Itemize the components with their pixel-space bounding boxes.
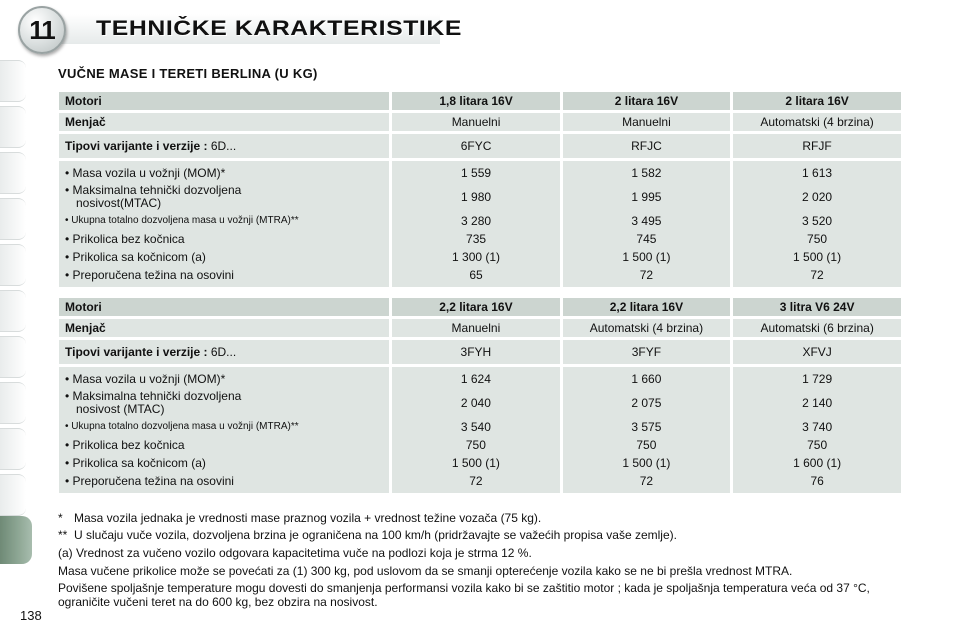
variant-cell: 6FYC <box>392 134 559 158</box>
row-label: • Prikolica sa kočnicom (a) <box>65 250 206 264</box>
variant-cell: 3FYH <box>392 340 559 364</box>
row-label-part: nosivost (MTAC) <box>76 402 165 416</box>
row-label-part: • Maksimalna tehnički dozvoljena <box>65 183 242 197</box>
variant-prefix: 6D... <box>210 139 237 153</box>
engine-cell: 2 litara 16V <box>733 92 901 110</box>
engine-label: Motori <box>59 298 389 316</box>
spec-table-2 <box>56 295 904 496</box>
value-cell: 1 559 <box>461 166 492 180</box>
chapter-tab[interactable] <box>0 382 26 424</box>
value-cell: 1 624 <box>460 372 491 386</box>
variant-cell: 3FYF <box>563 340 731 364</box>
section-title: VUČNE MASE I TERETI BERLINA (U KG) <box>58 66 318 81</box>
engine-cell: 2 litara 16V <box>563 92 730 110</box>
row-label: • Preporučena težina na osovini <box>65 268 234 282</box>
chapter-tab[interactable] <box>0 336 26 378</box>
chapter-tab[interactable] <box>0 244 26 286</box>
footnote-text: U slučaju vuče vozila, dozvoljena brzina je ograničena na 100 km/h (pridržavajte se važećih propisa vaše zemlje). <box>74 528 677 542</box>
page-title: TEHNIČKE KARAKTERISTIKE <box>96 17 463 40</box>
footnote <box>58 511 904 525</box>
gearbox-row <box>59 113 901 131</box>
footnotes <box>58 511 904 613</box>
row-label <box>65 182 383 212</box>
row-label: • Masa vozila u vožnji (MOM)* <box>65 372 226 386</box>
row-label: • Ukupna totalno dozvoljena masa u vožnji (MTRA)** <box>65 215 299 226</box>
value-cell: 72 <box>639 268 654 282</box>
value-cell: 2 140 <box>802 395 833 410</box>
mass-values-col <box>733 367 901 493</box>
value-cell: 72 <box>810 268 824 282</box>
footnote-text: Masa vozila jednaka je vrednosti mase praznog vozila + vrednost težine vozača (75 kg). <box>74 511 542 525</box>
value-cell: 745 <box>636 232 657 246</box>
value-cell: 1 582 <box>631 166 662 180</box>
value-cell: 1 729 <box>802 372 833 386</box>
value-cell: 3 575 <box>631 420 662 434</box>
footnote-mark: ** <box>58 528 68 542</box>
row-label: • Prikolica bez kočnica <box>65 438 185 452</box>
chapter-tab[interactable] <box>0 60 26 102</box>
chapter-tab[interactable] <box>0 428 26 470</box>
value-cell: 1 995 <box>631 189 662 204</box>
variant-cell: RFJF <box>733 134 901 158</box>
engine-cell: 3 litra V6 24V <box>733 298 901 316</box>
chapter-tab[interactable] <box>0 152 26 194</box>
variant-label-cell <box>59 340 389 364</box>
gearbox-row <box>59 319 901 337</box>
row-label: • Preporučena težina na osovini <box>65 474 234 488</box>
chapter-tab[interactable] <box>0 106 26 148</box>
mass-data-row <box>59 161 901 287</box>
value-cell: 3 280 <box>461 214 492 228</box>
chapter-tab-active[interactable] <box>0 516 32 564</box>
value-cell: 1 600 (1) <box>793 456 842 470</box>
chapter-tab[interactable] <box>0 290 26 332</box>
mass-values-col <box>563 161 730 287</box>
mass-values-col <box>563 367 731 493</box>
value-cell: 1 660 <box>631 372 662 386</box>
mass-values-col <box>392 367 559 493</box>
variant-label-cell <box>59 134 389 158</box>
engine-label: Motori <box>59 92 389 110</box>
mass-labels <box>59 367 389 493</box>
engine-cell: 1,8 litara 16V <box>392 92 559 110</box>
row-label-part: • Maksimalna tehnički dozvoljena <box>65 389 242 403</box>
chapter-tab[interactable] <box>0 198 26 240</box>
gearbox-cell: Automatski (4 brzina) <box>733 113 901 131</box>
page-header <box>0 0 960 60</box>
row-label: • Prikolica bez kočnica <box>65 232 185 246</box>
row-label <box>65 388 383 418</box>
chapter-tab-strip <box>0 60 32 580</box>
gearbox-cell: Manuelni <box>392 113 559 131</box>
value-cell: 735 <box>466 232 487 246</box>
value-cell: 2 040 <box>460 395 491 410</box>
value-cell: 750 <box>465 438 486 452</box>
mass-data-row <box>59 367 901 493</box>
row-label: • Ukupna totalno dozvoljena masa u vožnji (MTRA)** <box>65 421 299 432</box>
footnote-mark: * <box>58 511 63 525</box>
value-cell: 3 740 <box>802 420 833 434</box>
chapter-tab[interactable] <box>0 474 26 516</box>
spec-table-1 <box>56 89 904 290</box>
value-cell: 750 <box>807 232 828 246</box>
variant-cell: RFJC <box>563 134 730 158</box>
page-number: 138 <box>20 608 42 623</box>
mass-values-col <box>392 161 559 287</box>
row-label: • Prikolica sa kočnicom (a) <box>65 456 206 470</box>
mass-values-col <box>733 161 901 287</box>
value-cell: 1 300 (1) <box>452 250 501 264</box>
gearbox-cell: Automatski (6 brzina) <box>733 319 901 337</box>
variant-prefix: 6D... <box>210 345 237 359</box>
value-cell: 1 500 (1) <box>793 250 842 264</box>
footnote: (a) Vrednost za vučeno vozilo odgovara kapacitetima vuče na podlozi koja je strma 12 %. <box>58 546 532 560</box>
footnote <box>58 528 904 542</box>
value-cell: 1 980 <box>461 189 492 204</box>
footnote: Povišene spoljašnje temperature mogu dovesti do smanjenja performansi vozila kako bi se zaštitio motor ; kada je spoljašnja temperatura veća od 37 °C, ograničite vučeni teret na do 600 kg, bez obzira na nosivost. <box>58 581 870 609</box>
value-cell: 3 495 <box>631 214 662 228</box>
engine-row <box>59 298 901 316</box>
value-cell: 1 500 (1) <box>622 250 671 264</box>
footnote: Masa vučene prikolice može se povećati za (1) 300 kg, pod uslovom da se smanji opterećenje vozila kako se ne bi prešla vrednost MTRA. <box>58 564 793 578</box>
gearbox-label: Menjač <box>59 319 389 337</box>
value-cell: 2 075 <box>631 395 662 410</box>
value-cell: 65 <box>469 268 483 282</box>
variant-label: Tipovi varijante i verzije : <box>65 139 208 153</box>
value-cell: 2 020 <box>802 189 833 204</box>
value-cell: 750 <box>807 438 828 452</box>
value-cell: 3 520 <box>802 214 833 228</box>
value-cell: 1 613 <box>802 166 833 180</box>
gearbox-cell: Manuelni <box>563 113 730 131</box>
engine-row <box>59 92 901 110</box>
gearbox-label: Menjač <box>59 113 389 131</box>
row-label-part: nosivost(MTAC) <box>76 196 162 210</box>
value-cell: 76 <box>810 474 824 488</box>
value-cell: 3 540 <box>460 420 491 434</box>
gearbox-cell: Manuelni <box>392 319 559 337</box>
engine-cell: 2,2 litara 16V <box>563 298 731 316</box>
engine-cell: 2,2 litara 16V <box>392 298 559 316</box>
variant-label: Tipovi varijante i verzije : <box>65 345 208 359</box>
variant-cell: XFVJ <box>733 340 901 364</box>
mass-labels <box>59 161 389 287</box>
value-cell: 72 <box>639 474 654 488</box>
value-cell: 1 500 (1) <box>622 456 671 470</box>
variant-row <box>59 134 901 158</box>
variant-row <box>59 340 901 364</box>
chapter-number-badge: 11 <box>18 6 66 54</box>
value-cell: 72 <box>469 474 483 488</box>
value-cell: 1 500 (1) <box>451 456 500 470</box>
value-cell: 750 <box>636 438 657 452</box>
row-label: • Masa vozila u vožnji (MOM)* <box>65 166 226 180</box>
gearbox-cell: Automatski (4 brzina) <box>563 319 731 337</box>
